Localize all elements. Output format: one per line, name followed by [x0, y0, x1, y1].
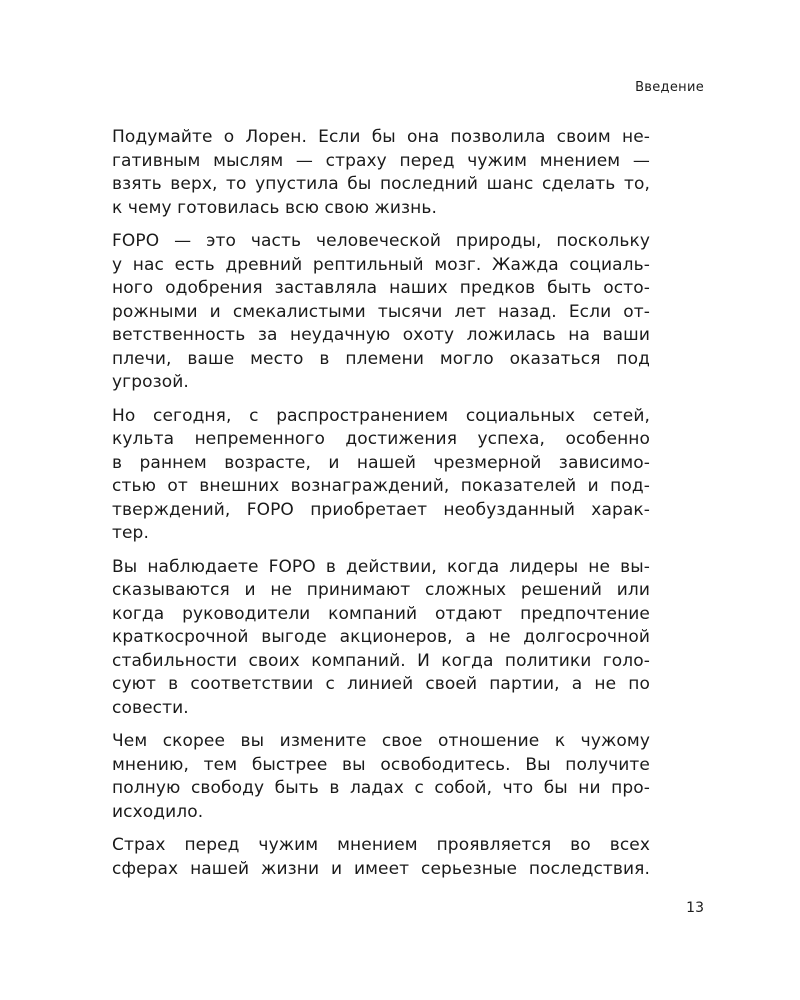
text-line: Но сегодня, с распространением социальных сетей, — [112, 405, 650, 426]
text-line: суют в соответствии с линией своей партии, а не по — [112, 674, 650, 694]
text-line: стабильности своих компаний. И когда политики голо- — [112, 650, 650, 671]
body-text — [112, 126, 650, 891]
text-line: рожными и смекалистыми тысячи лет назад. Если от- — [112, 301, 650, 322]
text-line: ветственность за неудачную охоту ложилась на ваши — [112, 325, 650, 345]
text-line: тер. — [112, 523, 149, 543]
text-line: к чему готовилась всю свою жизнь. — [112, 197, 438, 218]
text-line: у нас есть древний рептильный мозг. Жажда социаль- — [112, 254, 650, 275]
text-line: гативным мыслям — страху перед чужим мнением — — [112, 150, 650, 171]
text-line: сферах нашей жизни и имеет серьезные последствия. — [112, 858, 650, 879]
paragraph — [112, 556, 650, 721]
text-line: мнению, тем быстрее вы освободитесь. Вы получите — [112, 754, 650, 775]
text-line: исходило. — [112, 801, 204, 822]
paragraph — [112, 126, 650, 220]
paragraph — [112, 834, 650, 881]
text-line: Чем скорее вы измените свое отношение к чужому — [112, 731, 650, 751]
paragraph — [112, 730, 650, 824]
text-line: совести. — [112, 697, 189, 718]
page-number: 13 — [686, 900, 704, 916]
text-line: в раннем возрасте, и нашей чрезмерной зависимо- — [112, 452, 650, 473]
text-line: Вы наблюдаете FOPO в действии, когда лидеры не вы- — [112, 556, 650, 577]
text-line: плечи, ваше место в племени могло оказаться под — [112, 348, 650, 369]
paragraph — [112, 230, 650, 395]
text-line: Страх перед чужим мнением проявляется во всех — [112, 835, 650, 855]
text-line: угрозой. — [112, 372, 189, 392]
running-head: Введение — [635, 80, 704, 95]
text-line: сказываются и не принимают сложных решений или — [112, 580, 650, 600]
text-line: когда руководители компаний отдают предпочтение — [112, 603, 650, 624]
text-line: стью от внешних вознаграждений, показателей и под- — [112, 476, 650, 496]
text-line: полную свободу быть в ладах с собой, что бы ни про- — [112, 778, 650, 798]
text-line: тверждений, FOPO приобретает необузданный харак- — [112, 499, 650, 520]
text-line: Подумайте о Лорен. Если бы она позволила своим не- — [112, 127, 650, 147]
text-line: FOPO — это часть человеческой природы, поскольку — [112, 231, 650, 251]
text-line: взять верх, то упустила бы последний шанс сделать то, — [112, 174, 650, 194]
text-line: культа непременного достижения успеха, особенно — [112, 429, 650, 449]
text-line: краткосрочной выгоде акционеров, а не долгосрочной — [112, 627, 650, 647]
text-line: ного одобрения заставляла наших предков быть осто- — [112, 278, 650, 298]
paragraph — [112, 405, 650, 546]
